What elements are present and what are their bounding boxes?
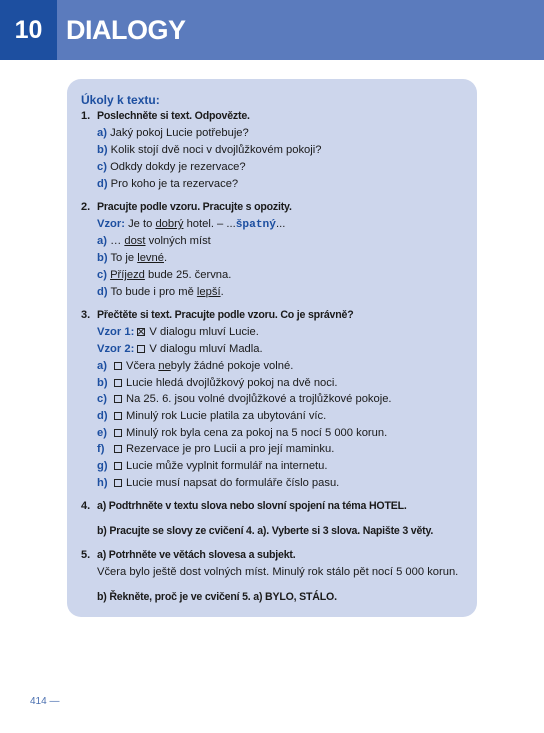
- checkbox-icon[interactable]: [114, 479, 122, 487]
- task-4-b: b) Pracujte se slovy ze cvičení 4. a). Vyberte si 3 slova. Napište 3 věty.: [97, 525, 434, 537]
- task-2-item-a: a) … dost volných míst: [97, 235, 211, 247]
- task-3-number: 3.: [81, 309, 91, 321]
- task-1-instruction: Poslechněte si text. Odpovězte.: [97, 110, 250, 122]
- task-2-instruction: Pracujte podle vzoru. Pracujte s opozity.: [97, 201, 292, 213]
- task-1-item-a: a) Jaký pokoj Lucie potřebuje?: [97, 127, 249, 139]
- checkbox-icon[interactable]: [114, 445, 122, 453]
- task-5-number: 5.: [81, 549, 91, 561]
- task-5-a-text: Včera bylo ještě dost volných míst. Minulý rok stálo pět nocí 5 000 korun.: [97, 566, 459, 578]
- card-title: Úkoly k textu:: [81, 93, 160, 107]
- task-5-a: a) Potrhněte ve větách slovesa a subjekt.: [97, 549, 296, 561]
- task-4-a: a) Podtrhněte v textu slova nebo slovní spojení na téma HOTEL.: [97, 500, 407, 512]
- task-5-b: b) Řekněte, proč je ve cvičení 5. a) BYLO, STÁLO.: [97, 591, 337, 603]
- checkbox-icon[interactable]: [114, 412, 122, 420]
- task-3-item-f: f) Rezervace je pro Lucii a pro její maminku.: [97, 443, 335, 455]
- task-3-item-e: e) Minulý rok byla cena za pokoj na 5 nocí 5 000 korun.: [97, 427, 388, 439]
- task-3-item-b: b) Lucie hledá dvojlůžkový pokoj na dvě noci.: [97, 377, 338, 389]
- checkbox-icon[interactable]: [114, 362, 122, 370]
- task-3-vzor-1: Vzor 1: V dialogu mluví Lucie.: [97, 326, 259, 338]
- task-4-number: 4.: [81, 500, 91, 512]
- checked-box-icon: [137, 328, 145, 336]
- chapter-title: DIALOGY: [66, 15, 186, 45]
- task-3-item-g: g) Lucie může vyplnit formulář na internetu.: [97, 460, 328, 472]
- task-3-vzor-2: Vzor 2: V dialogu mluví Madla.: [97, 343, 263, 355]
- task-2-item-b: b) To je levné.: [97, 252, 168, 264]
- task-3-item-c: c) Na 25. 6. jsou volné dvojlůžkové a trojlůžkové pokoje.: [97, 393, 392, 405]
- task-1-number: 1.: [81, 110, 91, 122]
- checkbox-icon: [137, 345, 145, 353]
- task-2-item-c: c) Příjezd bude 25. června.: [97, 269, 232, 281]
- checkbox-icon[interactable]: [114, 462, 122, 470]
- task-3-item-d: d) Minulý rok Lucie platila za ubytování víc.: [97, 410, 327, 422]
- task-1-item-c: c) Odkdy dokdy je rezervace?: [97, 161, 246, 173]
- task-2-number: 2.: [81, 201, 91, 213]
- task-3-instruction: Přečtěte si text. Pracujte podle vzoru. Co je správně?: [97, 309, 354, 321]
- task-2-item-d: d) To bude i pro mě lepší.: [97, 286, 224, 298]
- task-1-item-d: d) Pro koho je ta rezervace?: [97, 178, 239, 190]
- checkbox-icon[interactable]: [114, 379, 122, 387]
- task-2-vzor: Vzor: Je to dobrý hotel. – ...špatný...: [97, 218, 286, 231]
- task-3-item-a: a) Včera nebyly žádné pokoje volné.: [97, 360, 294, 372]
- chapter-header: [0, 0, 544, 60]
- task-3-item-h: h) Lucie musí napsat do formuláře číslo pasu.: [97, 477, 340, 489]
- checkbox-icon[interactable]: [114, 395, 122, 403]
- checkbox-icon[interactable]: [114, 429, 122, 437]
- task-1-item-b: b) Kolik stojí dvě noci v dvojlůžkovém pokoji?: [97, 144, 322, 156]
- chapter-number: 10: [0, 0, 57, 60]
- page-number: 414 —: [30, 696, 60, 707]
